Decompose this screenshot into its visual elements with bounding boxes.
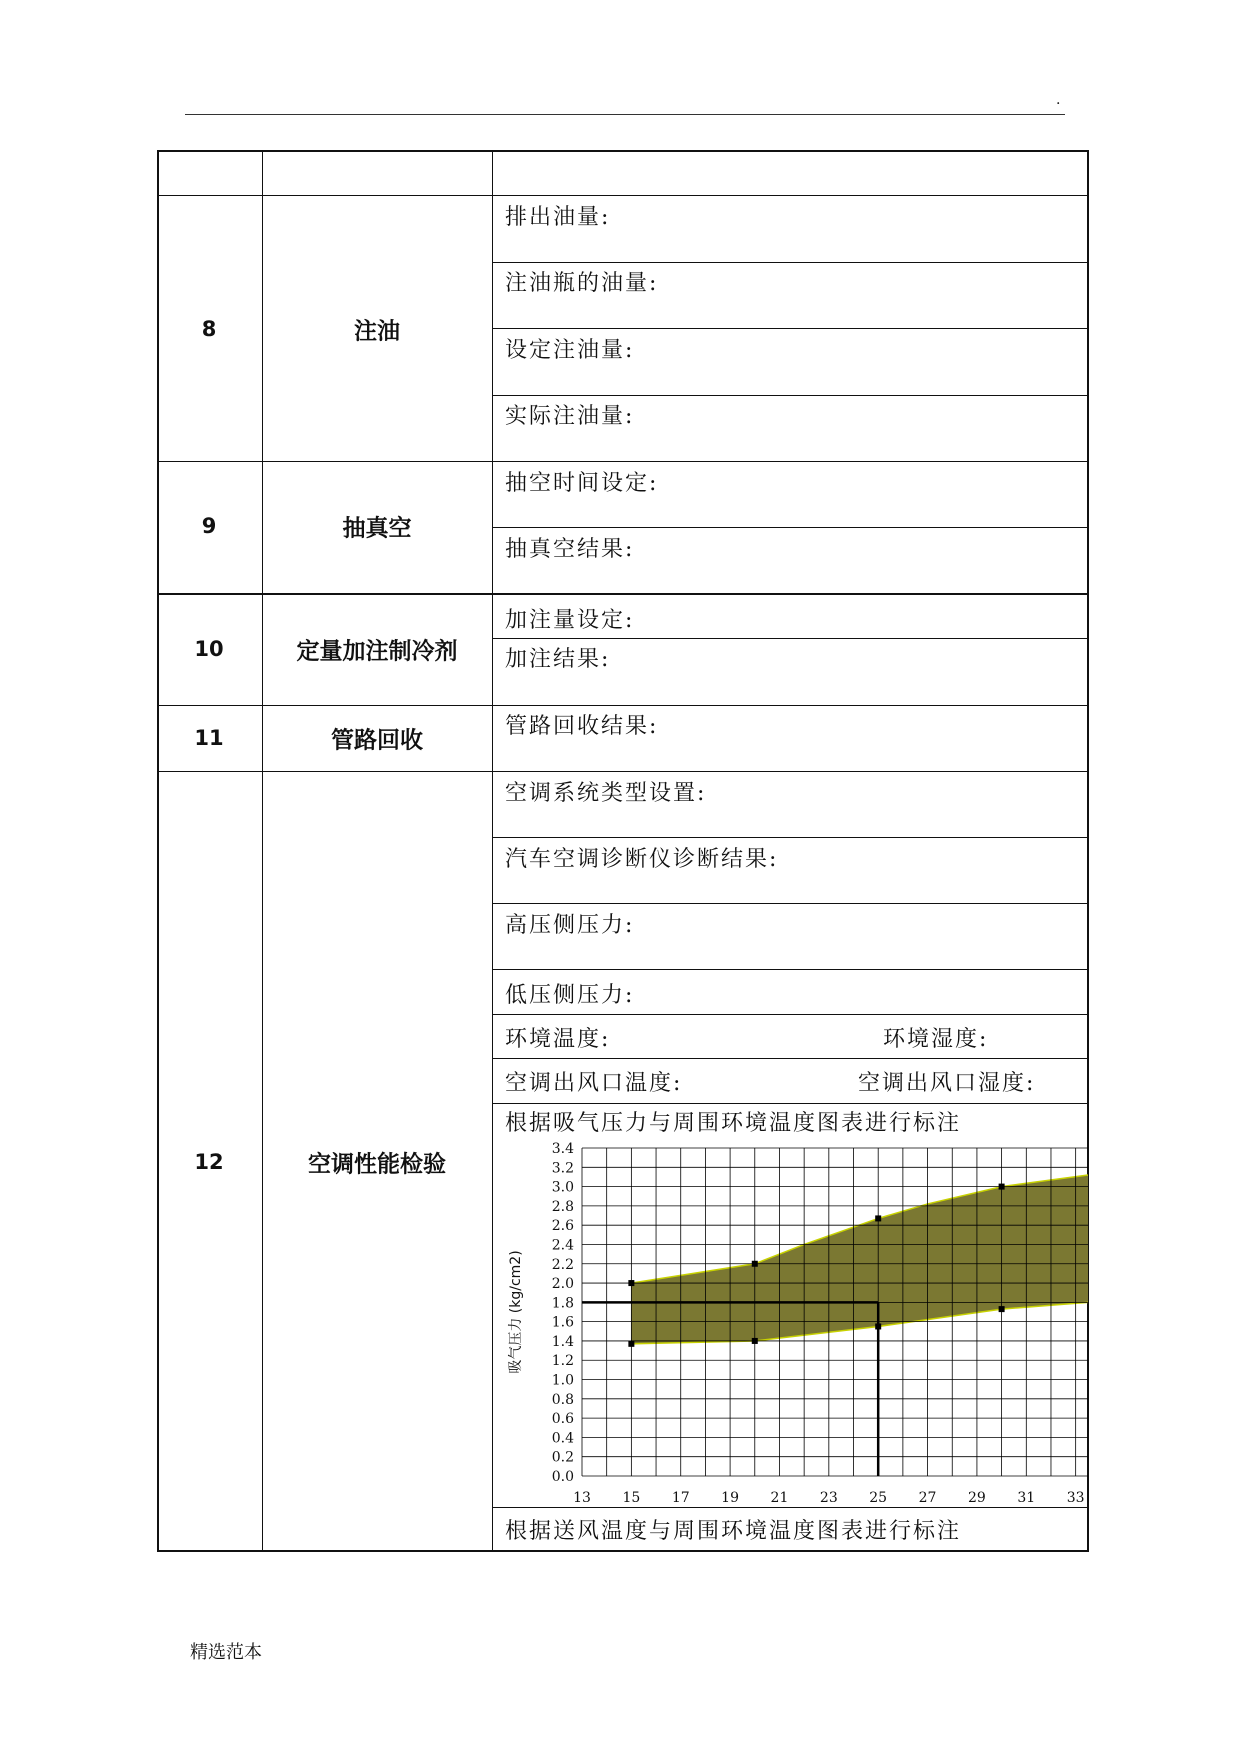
env-humidity-label: 环境湿度: xyxy=(883,1027,989,1052)
field-label: 加注量设定: xyxy=(505,608,635,633)
data-marker xyxy=(875,1323,881,1329)
y-tick-label: 1.0 xyxy=(551,1372,574,1389)
row-divider xyxy=(157,593,1089,595)
outlet-humidity-label: 空调出风口湿度: xyxy=(858,1071,1036,1096)
y-tick-label: 1.2 xyxy=(551,1353,574,1370)
subrow-divider xyxy=(492,638,1089,639)
row-title: 注油 xyxy=(354,318,400,345)
x-tick-label: 31 xyxy=(1017,1490,1036,1506)
subrow-divider xyxy=(492,969,1089,970)
y-tick-label: 1.4 xyxy=(551,1333,574,1350)
y-tick-label: 3.2 xyxy=(551,1160,574,1177)
row-title: 管路回收 xyxy=(331,727,423,754)
y-tick-label: 2.0 xyxy=(551,1276,574,1293)
row-number: 11 xyxy=(194,726,224,750)
x-tick-label: 15 xyxy=(622,1490,641,1506)
y-tick-label: 0.8 xyxy=(551,1391,574,1408)
data-marker xyxy=(628,1341,634,1347)
row-number: 9 xyxy=(201,514,217,538)
y-axis-title: 吸气压力 (kg/cm2) xyxy=(508,1250,524,1374)
col-divider-2 xyxy=(492,150,493,1552)
data-marker xyxy=(752,1261,758,1267)
subrow-divider xyxy=(492,262,1089,263)
header-rule xyxy=(185,114,1065,115)
suction-pressure-chart xyxy=(500,1140,1088,1506)
y-tick-label: 1.6 xyxy=(551,1314,574,1331)
normal-range-band xyxy=(631,1175,1088,1344)
y-tick-label: 3.0 xyxy=(551,1179,574,1196)
subrow-divider xyxy=(492,1507,1089,1508)
outlet-temp-label: 空调出风口温度: xyxy=(505,1071,683,1096)
x-tick-label: 29 xyxy=(968,1490,986,1506)
field-label: 加注结果: xyxy=(505,647,611,672)
row-title: 定量加注制冷剂 xyxy=(296,638,458,665)
field-label: 管路回收结果: xyxy=(505,714,659,739)
field-label: 抽空时间设定: xyxy=(505,471,659,496)
row-number: 8 xyxy=(201,317,217,341)
row-number: 12 xyxy=(194,1150,224,1174)
y-tick-label: 0.4 xyxy=(551,1430,574,1447)
subrow-divider xyxy=(492,1103,1089,1104)
y-tick-label: 0.2 xyxy=(551,1449,574,1466)
chart-caption: 根据吸气压力与周围环境温度图表进行标注 xyxy=(505,1111,962,1136)
x-tick-label: 17 xyxy=(671,1490,690,1506)
row-title: 空调性能检验 xyxy=(308,1151,446,1178)
subrow-divider xyxy=(492,395,1089,396)
field-label: 低压侧压力: xyxy=(505,983,635,1008)
footer-text: 精选范本 xyxy=(190,1642,262,1663)
data-marker xyxy=(999,1306,1005,1312)
field-label: 空调系统类型设置: xyxy=(505,781,707,806)
x-tick-label: 33 xyxy=(1066,1490,1085,1506)
field-label: 汽车空调诊断仪诊断结果: xyxy=(505,847,779,872)
row-number: 10 xyxy=(194,637,224,661)
x-tick-label: 19 xyxy=(721,1490,740,1506)
x-tick-label: 25 xyxy=(869,1490,888,1506)
y-tick-label: 0.0 xyxy=(551,1469,574,1485)
y-tick-label: 0.6 xyxy=(551,1411,574,1428)
subrow-divider xyxy=(492,527,1089,528)
row-divider xyxy=(157,195,1089,196)
subrow-divider xyxy=(492,328,1089,329)
data-marker xyxy=(999,1184,1005,1190)
data-marker xyxy=(628,1280,634,1286)
bottom-caption: 根据送风温度与周围环境温度图表进行标注 xyxy=(505,1519,962,1544)
env-temp-label: 环境温度: xyxy=(505,1027,611,1052)
field-label: 排出油量: xyxy=(505,205,611,230)
x-tick-label: 13 xyxy=(573,1490,591,1506)
data-marker xyxy=(875,1215,881,1221)
field-label: 高压侧压力: xyxy=(505,913,635,938)
data-marker xyxy=(752,1338,758,1344)
y-tick-label: 2.8 xyxy=(551,1198,574,1215)
y-tick-label: 3.4 xyxy=(551,1141,574,1157)
row-divider xyxy=(157,461,1089,462)
row-divider xyxy=(157,705,1089,706)
field-label: 抽真空结果: xyxy=(505,537,635,562)
y-tick-label: 2.4 xyxy=(551,1237,574,1254)
subrow-divider xyxy=(492,1058,1089,1059)
x-tick-label: 23 xyxy=(819,1490,838,1506)
field-label: 注油瓶的油量: xyxy=(505,271,659,296)
field-label: 设定注油量: xyxy=(505,338,635,363)
field-label: 实际注油量: xyxy=(505,404,635,429)
subrow-divider xyxy=(492,837,1089,838)
row-title: 抽真空 xyxy=(342,515,412,542)
y-tick-label: 1.8 xyxy=(551,1295,574,1312)
x-tick-label: 21 xyxy=(770,1490,789,1506)
y-tick-label: 2.6 xyxy=(551,1218,574,1235)
x-tick-label: 27 xyxy=(918,1490,937,1506)
row-divider xyxy=(157,771,1089,772)
subrow-divider xyxy=(492,1014,1089,1015)
y-tick-label: 2.2 xyxy=(551,1256,574,1273)
header-mark: . xyxy=(1056,92,1061,108)
col-divider-1 xyxy=(262,150,263,1552)
subrow-divider xyxy=(492,903,1089,904)
